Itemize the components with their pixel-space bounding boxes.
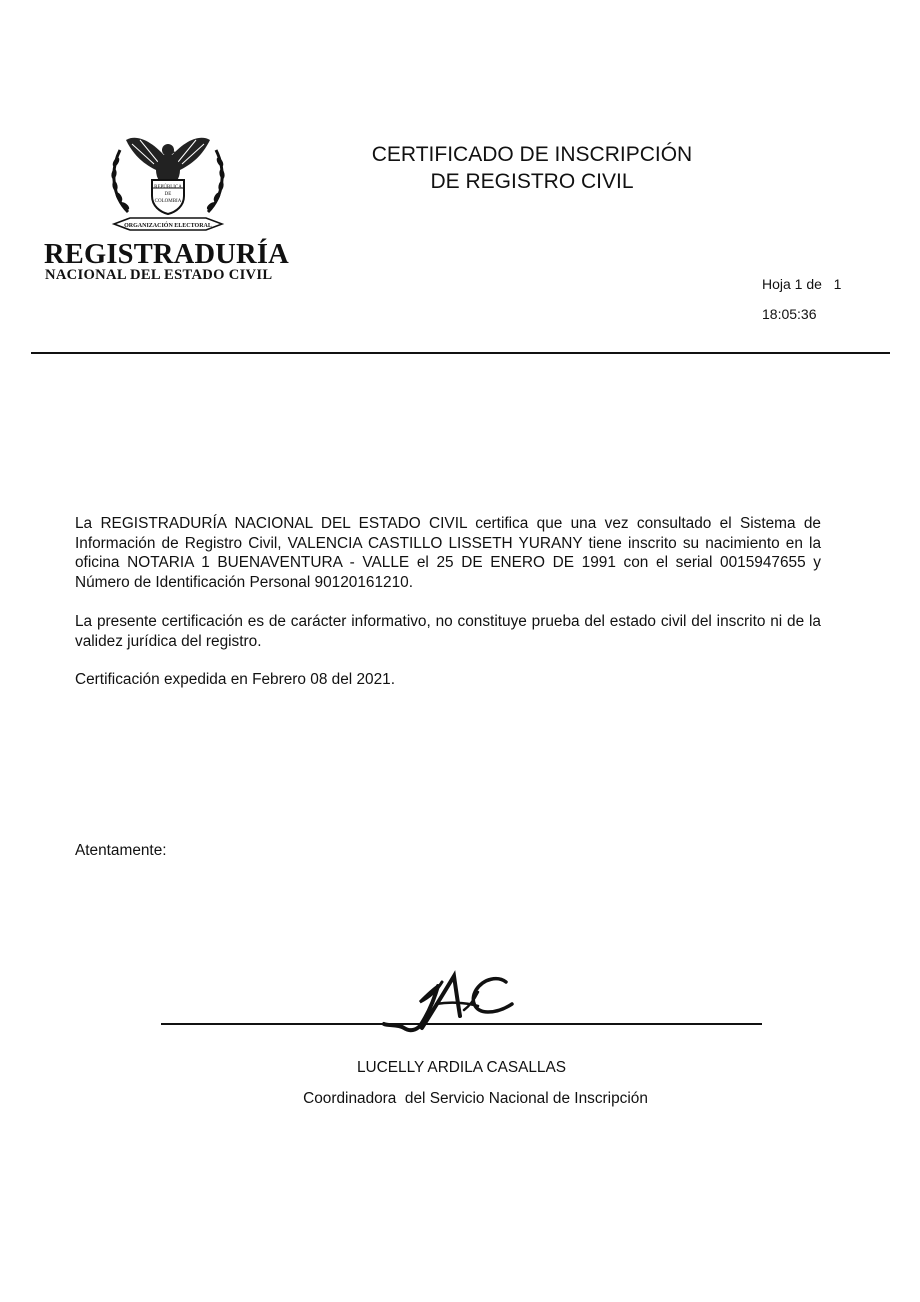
seal-text-line2: DE bbox=[164, 192, 172, 197]
disclaimer-paragraph: La presente certificación es de carácter informativo, no constituye prueba del estado civil del inscrito ni de la validez jurídica del registro. bbox=[75, 613, 821, 650]
certification-paragraph: La REGISTRADURÍA NACIONAL DEL ESTADO CIVIL certifica que una vez consultado el Sistema de Información de Registro Civil, VALENCIA CASTILLO LISSETH YURANY tiene inscrito su nacimiento en la oficina NOTARIA 1 BUENAVENTURA - VALLE el 25 DE ENERO DE 1991 con el serial 0015947655 y Número de Identificación Personal 90120161210. bbox=[75, 515, 821, 591]
seal-ribbon-text: ORGANIZACIÓN ELECTORAL bbox=[124, 223, 212, 229]
header-divider bbox=[31, 352, 890, 354]
page-total: 1 bbox=[833, 276, 842, 292]
issue-date-paragraph: Certificación expedida en Febrero 08 del 2021. bbox=[75, 671, 395, 688]
signature-line bbox=[161, 1023, 762, 1025]
page-counter bbox=[762, 276, 841, 292]
document-title-line1: CERTIFICADO DE INSCRIPCIÓN bbox=[371, 143, 693, 166]
seal-text-line3: COLOMBIA bbox=[154, 199, 182, 204]
page-label: Hoja 1 de bbox=[762, 276, 822, 292]
handwritten-signature-icon bbox=[380, 968, 520, 1038]
signer-role: Coordinadora del Servicio Nacional de Inscripción bbox=[303, 1090, 648, 1107]
signer-name: LUCELLY ARDILA CASALLAS bbox=[356, 1059, 567, 1076]
document-title bbox=[350, 141, 714, 195]
issue-time: 18:05:36 bbox=[762, 306, 817, 322]
document-title-line2: DE REGISTRO CIVIL bbox=[430, 170, 634, 193]
seal-text-line1: REPÚBLICA bbox=[154, 185, 182, 190]
coat-of-arms-seal-icon bbox=[106, 130, 230, 238]
logo-title: REGISTRADURÍA bbox=[44, 239, 289, 270]
logo-subtitle: NACIONAL DEL ESTADO CIVIL bbox=[45, 267, 273, 283]
closing-salutation: Atentamente: bbox=[75, 842, 167, 859]
registraduria-logo bbox=[44, 130, 288, 290]
